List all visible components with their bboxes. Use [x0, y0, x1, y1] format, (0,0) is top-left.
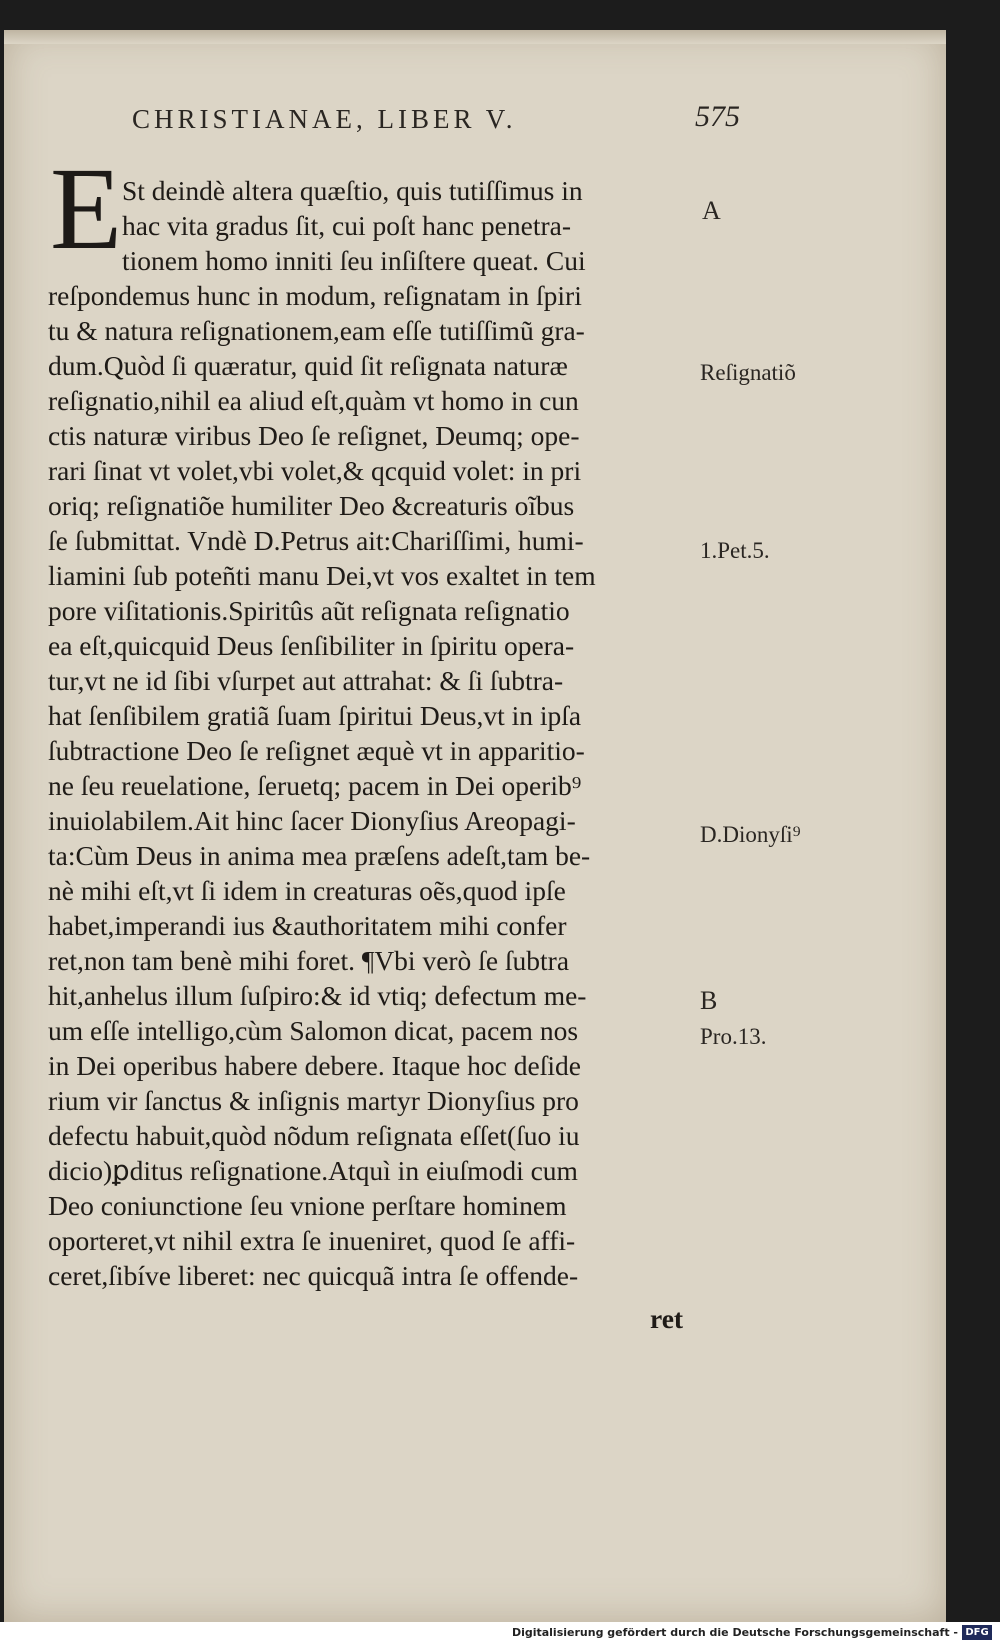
margin-note-petrus: 1.Pet.5.	[700, 538, 770, 563]
text-line: hat ſenſibilem gratiã ſuam ſpiritui Deus,vt in ipſa	[48, 700, 582, 731]
text-line: reſpondemus hunc in modum, reſignatam in ſpiri	[48, 280, 582, 311]
margin-letter-a: A	[702, 196, 721, 225]
catchword: ret	[650, 1303, 684, 1334]
text-line: Deo coniunctione ſeu vnione perſtare hominem	[48, 1190, 567, 1221]
text-line: ceret,ſibíve liberet: nec quicquã intra ſe offende-	[48, 1260, 579, 1291]
text-line: ſe ſubmittat. Vndè D.Petrus ait:Chariſſimi, humi-	[48, 525, 584, 556]
text-line: tur,vt ne id ſibi vſurpet aut attrahat: & ſi ſubtra-	[48, 665, 564, 696]
footer-credit: Digitalisierung gefördert durch die Deutsche Forschungsgemeinschaft -	[511, 1626, 958, 1639]
text-line: ſubtractione Deo ſe reſignet æquè vt in apparitio-	[48, 735, 585, 766]
text-line: hac vita gradus ſit, cui poſt hanc penetra-	[122, 210, 571, 241]
page-number: 575	[695, 100, 740, 133]
margin-note-dionysius: D.Dionyſi⁹	[700, 822, 801, 847]
text-line: rari ſinat vt volet,vbi volet,& qcquid volet: in pri	[48, 455, 582, 486]
page-edge	[4, 30, 946, 44]
text-line: habet,imperandi ius &authoritatem mihi confer	[48, 910, 567, 941]
margin-letter-b: B	[700, 986, 718, 1015]
text-line: in Dei operibus habere debere. Itaque hoc deſide	[48, 1050, 581, 1081]
text-line: oporteret,vt nihil extra ſe inueniret, quod ſe affi-	[48, 1225, 576, 1256]
text-line: dicio)ꝑditus reſignatione.Atquì in eiuſmodi cum	[48, 1155, 578, 1186]
text-line: liamini ſub poteñti manu Dei,vt vos exaltet in tem	[48, 560, 596, 591]
text-line: defectu habuit,quòd nõdum reſignata eſſet(ſuo iu	[48, 1120, 580, 1151]
drop-initial: E	[50, 143, 123, 274]
text-line: reſignatio,nihil ea aliud eſt,quàm vt homo in cun	[48, 385, 579, 416]
text-line: ret,non tam benè mihi foret. ¶Vbi verò ſe ſubtra	[48, 945, 570, 976]
text-line: St deindè altera quæſtio, quis tutiſſimus in	[122, 175, 583, 206]
text-line: ta:Cùm Deus in anima mea præſens adeſt,tam be-	[48, 840, 591, 871]
text-line: nè mihi eſt,vt ſi idem in creaturas oẽs,quod ipſe	[48, 875, 566, 906]
text-line: ctis naturæ viribus Deo ſe reſignet, Deumq; ope-	[48, 420, 580, 451]
text-line: um eſſe intelligo,cùm Salomon dicat, pacem nos	[48, 1015, 579, 1046]
text-line: oriq; reſignatiõe humiliter Deo &creaturis oĩbus	[48, 490, 575, 521]
digitization-footer	[0, 1622, 1000, 1644]
text-line: inuiolabilem.Ait hinc ſacer Dionyſius Areopagi-	[48, 805, 576, 836]
text-line: hit,anhelus illum ſuſpiro:& id vtiq; defectum me-	[48, 980, 587, 1011]
text-line: ne ſeu reuelatione, ſeruetq; pacem in Dei operib⁹	[48, 770, 582, 801]
margin-note-proverbs: Pro.13.	[700, 1024, 767, 1049]
text-line: rium vir ſanctus & inſignis martyr Dionyſius pro	[48, 1085, 579, 1116]
text-line: ea eſt,quicquid Deus ſenſibiliter in ſpiritu opera-	[48, 630, 575, 661]
margin-note-resignatio: Reſignatiõ	[700, 360, 796, 385]
text-line: dum.Quòd ſi quæratur, quid ſit reſignata naturæ	[48, 350, 568, 381]
dfg-logo: DFG	[962, 1625, 992, 1640]
text-line: tu & natura reſignationem,eam eſſe tutiſſimũ gra-	[48, 315, 585, 346]
text-line: pore viſitationis.Spiritûs aũt reſignata reſignatio	[48, 595, 570, 626]
running-head: CHRISTIANAE, LIBER V.	[132, 104, 517, 134]
text-line: tionem homo inniti ſeu inſiſtere queat. Cui	[122, 245, 586, 276]
